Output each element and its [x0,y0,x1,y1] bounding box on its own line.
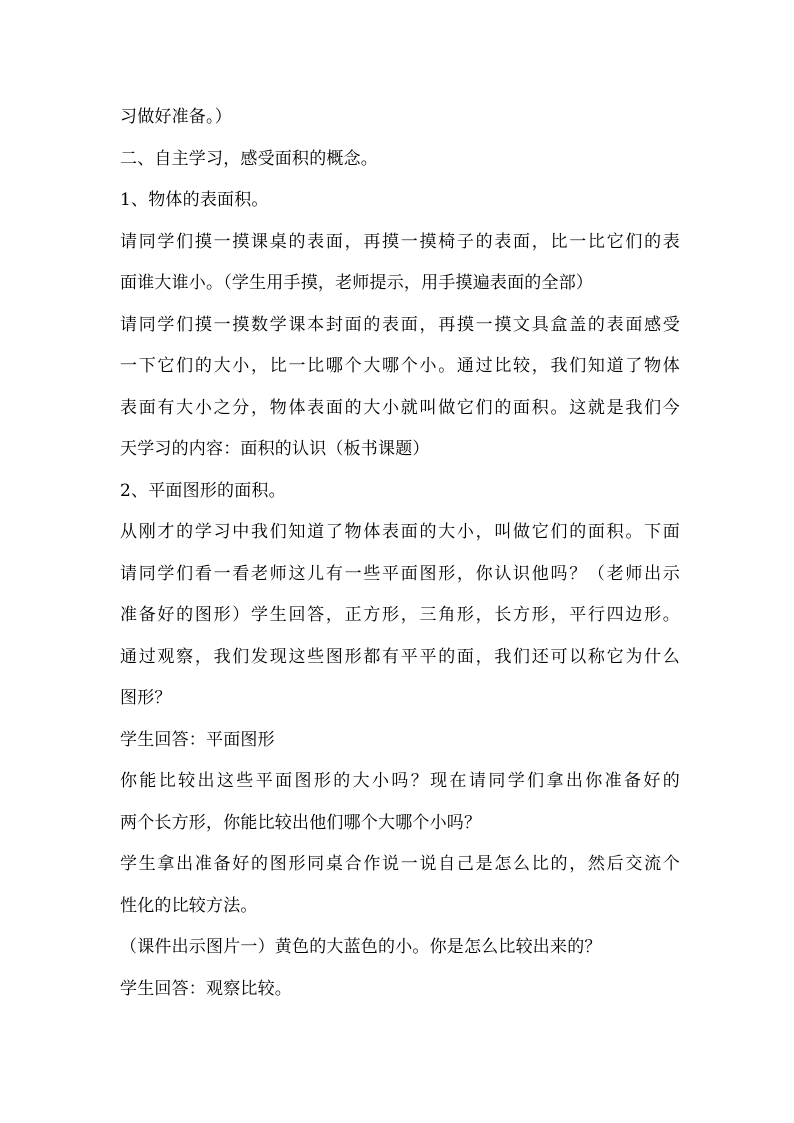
text-line: 请同学们摸一摸数学课本封面的表面，再摸一摸文具盒盖的表面感受 [120,315,680,335]
text-line: 你能比较出这些平面图形的大小吗？现在请同学们拿出你准备好的 [120,771,680,791]
text-line: 准备好的图形）学生回答，正方形，三角形，长方形，平行四边形。 [120,605,680,625]
subsection-heading: 1、物体的表面积。 [120,190,269,210]
text-line: 学生回答：平面图形 [120,730,275,750]
text-line: 两个长方形，你能比较出他们哪个大哪个小吗？ [120,813,482,833]
text-line: （课件出示图片一）黄色的大蓝色的小。你是怎么比较出来的？ [120,937,602,957]
section-heading: 二、自主学习，感受面积的概念。 [120,149,378,169]
text-line: 性化的比较方法。 [120,896,258,916]
text-line: 一下它们的大小，比一比哪个大哪个小。通过比较，我们知道了物体 [120,356,680,376]
text-line: 学生回答：观察比较。 [120,979,292,999]
text-line: 学生拿出准备好的图形同桌合作说一说自己是怎么比的，然后交流个 [120,854,680,874]
text-line: 表面有大小之分，物体表面的大小就叫做它们的面积。这就是我们今 [120,398,680,418]
subsection-heading: 2、平面图形的面积。 [120,481,286,501]
text-line: 请同学们看一看老师这儿有一些平面图形，你认识他吗？（老师出示 [120,564,680,584]
text-line: 从刚才的学习中我们知道了物体表面的大小，叫做它们的面积。下面 [120,522,680,542]
text-line: 图形？ [120,688,172,708]
text-line: 习做好准备。） [120,107,232,127]
text-line: 天学习的内容：面积的认识（板书课题） [120,439,430,459]
text-line: 请同学们摸一摸课桌的表面，再摸一摸椅子的表面，比一比它们的表 [120,232,680,252]
text-line: 通过观察，我们发现这些图形都有平平的面，我们还可以称它为什么 [120,647,680,667]
text-line: 面谁大谁小。（学生用手摸，老师提示，用手摸遍表面的全部） [120,273,594,293]
